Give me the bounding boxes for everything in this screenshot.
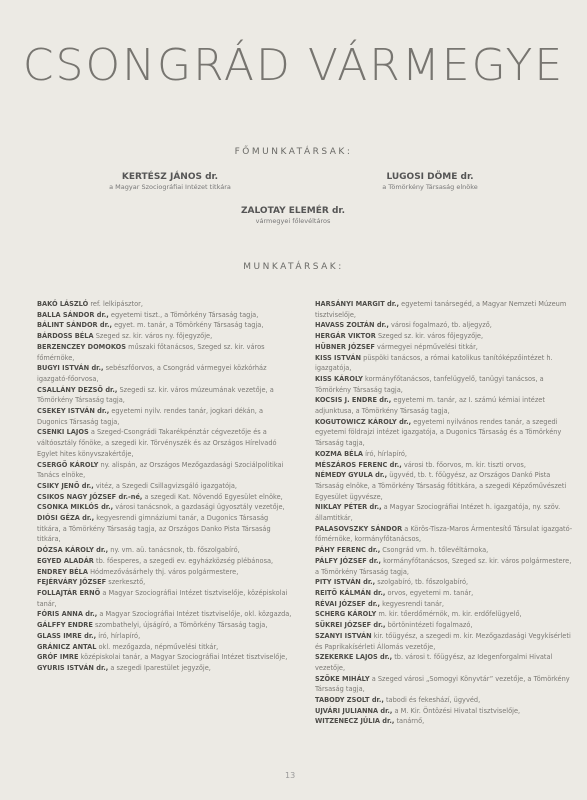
staff-name: FÓRIS ANNA dr., <box>37 610 98 619</box>
staff-name: PÁHY FERENC dr., <box>315 546 381 555</box>
staff-entry <box>315 342 573 353</box>
staff-entry <box>37 502 292 513</box>
staff-description: tanárnő, <box>394 717 425 726</box>
staff-entry <box>37 299 292 310</box>
staff-entry <box>315 320 573 331</box>
staff-name: FOLLAJTÁR ERNŐ <box>37 588 101 597</box>
staff-entry <box>315 620 573 631</box>
staff-name: GRÁNICZ ANTAL <box>37 642 97 651</box>
staff-description: Hódmezővásárhely thj. város polgármestere, <box>87 567 239 576</box>
staff-description: tb. főesperes, a szegedi ev. egyházközség plébánosa, <box>93 556 274 565</box>
staff-entry <box>315 545 573 556</box>
staff-name: BALLA SÁNDOR dr., <box>37 310 109 319</box>
staff-name: PÁLFY JÓZSEF dr., <box>315 556 382 565</box>
staff-description: ny. vm. aü. tanácsnok, tb. főszolgabíró, <box>108 546 240 555</box>
staff-description: vármegyei népművelési titkár, <box>374 342 478 351</box>
staff-column-right <box>315 299 573 727</box>
staff-name: BÁLINT SÁNDOR dr., <box>37 321 112 330</box>
staff-entry <box>315 652 573 673</box>
staff-description: a szegedi Iparestület jegyzője, <box>108 663 211 672</box>
staff-entry <box>37 620 292 631</box>
staff-description: a Szeged városi „Somogyi Könyvtár” vezetője, a Tömörkény Társaság tagja, <box>315 674 570 694</box>
staff-description: Szeged sz. kir. város ny. főjegyzője, <box>93 332 213 341</box>
staff-name: SZEKERKE LAJOS dr., <box>315 653 393 662</box>
staff-entry <box>37 588 292 609</box>
staff-description: a Magyar Szociográfiai Intézet tisztviselője, okl. közgazda, <box>97 610 292 619</box>
staff-name: RÉVAI JÓZSEF dr., <box>315 599 381 608</box>
staff-name: CSONKA MIKLÓS dr., <box>37 503 114 512</box>
staff-name: FEJÉRVÁRY JÓZSEF <box>37 578 107 587</box>
staff-name: NIKLAY PÉTER dr., <box>315 503 382 512</box>
staff-description: szombathelyi, újságíró, a Tömörkény Társaság tagja, <box>92 621 268 630</box>
staff-description: középiskolai tanár, a Magyar Szociográfiai Intézet tisztviselője, <box>78 653 288 662</box>
staff-entry <box>37 320 292 331</box>
staff-entry <box>37 577 292 588</box>
staff-entry <box>315 417 573 449</box>
staff-description: a M. Kir. Öntözési Hivatal tisztviselője, <box>392 706 521 715</box>
main-person-2 <box>330 172 530 191</box>
staff-description: egyetemi m. tanár, az I. számú kémiai intézet adjunktusa, a Tömörkény Társaság tagja, <box>315 396 545 416</box>
staff-entry <box>315 449 573 460</box>
staff-entry <box>315 695 573 706</box>
staff-entry <box>315 706 573 717</box>
staff-name: CSIKOS NAGY JÓZSEF dr.-né, <box>37 492 143 501</box>
person-role: a Magyar Szociográfiai Intézet titkára <box>109 183 231 191</box>
staff-entry <box>315 331 573 342</box>
staff-description: vitéz, a Szegedi Csillagvizsgáló igazgatója, <box>93 481 237 490</box>
staff-description: ügyvéd, tb. t. főügyész, az Országos Dankó Pista Társaság elnöke, a Tömörkény Társaság főtitkára, a szegedi Képzőművészeti Egyesület ügyvésze, <box>315 471 567 501</box>
staff-description: kir. tőügyész, a szegedi m. kir. Mezőgazdasági Vegykísérleti és Paprikakísérleti Állomás vezetője, <box>315 631 571 651</box>
staff-name: DIÓSI GÉZA dr., <box>37 514 95 523</box>
staff-entry <box>315 609 573 620</box>
person-role: a Tömörkény Társaság elnöke <box>382 183 478 191</box>
staff-entry <box>315 353 573 374</box>
staff-description: tb. városi t. főügyész, az Idegenforgalmi Hivatal vezetője, <box>315 653 553 672</box>
staff-entry <box>37 631 292 642</box>
staff-entry <box>315 588 573 599</box>
staff-name: HERGÁR VIKTOR <box>315 332 376 341</box>
staff-entry <box>315 556 573 577</box>
staff-description: ref. lelkipásztor, <box>88 300 143 308</box>
staff-name: BUGYI ISTVÁN dr., <box>37 364 104 373</box>
staff-entry <box>37 385 292 406</box>
staff-description: író, hírlapíró, <box>363 449 408 458</box>
staff-name: EGYED ALADÁR <box>37 556 94 565</box>
section-heading-main: FŐMUNKATÁRSAK: <box>234 147 353 157</box>
staff-entry <box>315 631 573 652</box>
staff-description: Szeged sz. kir. város főjegyzője, <box>375 332 484 341</box>
main-person-1 <box>70 172 270 191</box>
person-name: KERTÉSZ JÁNOS dr. <box>121 172 219 182</box>
staff-name: HARSÁNYI MARGIT dr., <box>315 300 400 308</box>
staff-description: kegyesrendi gimnáziumi tanár, a Dugonics Társaság titkára, a Tömörkény Társaság tagja, az Országos Danko Pista Társaság titkára, <box>37 514 271 544</box>
staff-description: a szegedi Kat. Növendő Egyesület elnöke, <box>142 492 283 501</box>
main-person-3 <box>193 206 393 225</box>
staff-name: DÓZSA KÁROLY dr., <box>37 546 109 555</box>
staff-description: okl. mezőgazda, népművelési titkár, <box>96 642 219 651</box>
staff-entry <box>315 395 573 416</box>
staff-name: SZANYI ISTVÁN <box>315 631 372 640</box>
staff-name: KISS KÁROLY <box>315 374 363 383</box>
staff-description: egyetemi nyilv. rendes tanár, jogkari dékán, a Dugonics Társaság tagja, <box>37 407 263 426</box>
person-role: vármegyei főlevéltáros <box>255 217 331 225</box>
staff-description: egyetemi tiszt., a Tömörkény Társaság tagja, <box>108 310 259 319</box>
person-name: LUGOSI DÖME dr. <box>386 172 474 182</box>
staff-entry <box>37 406 292 427</box>
staff-name: KISS ISTVÁN <box>315 353 362 362</box>
staff-name: HAVASS ZOLTÁN dr., <box>315 321 389 330</box>
staff-description: szerkesztő, <box>106 578 146 587</box>
staff-name: KOZMA BÉLA <box>315 449 363 458</box>
staff-name: CSALLÁNY DEZSŐ dr., <box>37 385 118 394</box>
staff-description: tabodi és fekeshází, ügyvéd, <box>383 696 481 705</box>
staff-description: kegyesrendi tanár, <box>380 599 444 608</box>
staff-entry <box>315 299 573 320</box>
staff-description: szolgabíró, tb. főszolgabíró, <box>375 578 469 587</box>
staff-entry <box>37 342 292 363</box>
staff-entry <box>37 460 292 481</box>
staff-description: városi tanácsnok, a gazdasági ügyosztály vezetője, <box>113 503 285 512</box>
staff-entry <box>315 674 573 695</box>
staff-entry <box>37 609 292 620</box>
staff-description: a Szeged-Csongrádi Takarékpénztár cégvezetője és a váltóosztály főnöke, a szegedi kir. Törvényszék és az Országos Hírelvadó Egylet hites könyvszakértője, <box>37 428 277 458</box>
staff-name: CSIKY JENŐ dr., <box>37 481 94 490</box>
staff-entry <box>37 492 292 503</box>
staff-name: HÜBNER JÓZSEF <box>315 342 375 351</box>
staff-description: Csongrád vm. h. tőlevéltárnoka, <box>380 546 489 555</box>
staff-description: a Magyar Szociográfiai Intézet tisztviselője, középiskolai tanár, <box>37 588 288 608</box>
staff-entry <box>315 716 573 727</box>
staff-description: Szegedi sz. kir. város múzeumának vezetője, a Tömörkény Társaság tagja, <box>37 385 274 405</box>
staff-name: MÉSZÁROS FERENC dr., <box>315 460 402 469</box>
staff-entry <box>37 567 292 578</box>
section-heading-staff: MUNKATÁRSAK: <box>243 262 344 272</box>
staff-entry <box>37 331 292 342</box>
staff-name: SÜKREI JÓZSEF dr., <box>315 621 386 630</box>
staff-name: CSEKEY ISTVÁN dr., <box>37 407 110 416</box>
staff-description: kormányfőtanácsos, tanfelügyelő, tanügyi tanácsos, a Tömörkény Társaság tagja, <box>315 374 544 394</box>
staff-description: ny. alispán, az Országos Mezőgazdasági Szociálpolitikai Tanács elnöke, <box>37 460 284 480</box>
staff-entry <box>37 556 292 567</box>
staff-name: BÁRDOSS BÉLA <box>37 332 94 341</box>
staff-description: egyet. m. tanár, a Tömörkény Társaság tagja, <box>111 321 264 330</box>
staff-description: sebészfőorvos, a Csongrád vármegyei közkórház igazgató-főorvosa, <box>37 364 267 383</box>
staff-name: GYURIS ISTVÁN dr., <box>37 663 109 672</box>
staff-name: KOCSIS J. ENDRE dr., <box>315 396 392 405</box>
staff-entry <box>315 470 573 502</box>
staff-name: PALASOVSZKY SÁNDOR <box>315 524 403 533</box>
staff-column-left <box>37 299 292 674</box>
staff-name: GRÓF IMRE <box>37 653 79 662</box>
staff-description: börtönintézeti fogalmazó, <box>385 621 473 630</box>
staff-name: UJVÁRI JULIANNA dr., <box>315 706 393 715</box>
staff-entry <box>315 460 573 471</box>
staff-name: WITZENECZ JÚLIA dr., <box>315 717 395 726</box>
staff-entry <box>37 663 292 674</box>
staff-entry <box>37 513 292 545</box>
staff-name: GÁLFFY ENDRE <box>37 621 93 630</box>
staff-name: SZŐKE MIHÁLY <box>315 674 370 683</box>
staff-entry <box>315 599 573 610</box>
staff-name: KOGUTOWICZ KÁROLY dr., <box>315 417 412 426</box>
staff-description: egyetemi nyilvános rendes tanár, a szegedi egyetemi földrajzi intézet igazgatója, a Dugonics Társaság és a Tömörkény Társaság tagja, <box>315 417 562 448</box>
staff-description: a Körös-Tisza-Maros Ármentesítő Társulat igazgató-főmérnöke, kormányfőtanácsos, <box>315 524 573 544</box>
staff-entry <box>315 577 573 588</box>
staff-entry <box>37 642 292 653</box>
staff-entry <box>315 524 573 545</box>
staff-name: PITY ISTVÁN dr., <box>315 578 376 587</box>
staff-description: egyetemi tanársegéd, a Magyar Nemzeti Múzeum tisztviselője, <box>315 300 567 319</box>
staff-entry <box>37 652 292 663</box>
staff-description: püspöki tanácsos, a római katolikus tanítóképzőintézet h. igazgatója, <box>315 353 553 373</box>
staff-description: műszaki főtanácsos, Szeged sz. kir. város főmérnöke, <box>37 342 265 362</box>
staff-name: REITŐ KÁLMÁN dr., <box>315 588 386 597</box>
staff-description: orvos, egyetemi m. tanár, <box>385 588 474 597</box>
page-title: CSONGRÁD VÁRMEGYE <box>22 40 565 91</box>
staff-entry <box>37 310 292 321</box>
staff-entry <box>315 374 573 395</box>
staff-entry <box>37 481 292 492</box>
staff-name: TABODY ZSOLT dr., <box>315 696 384 705</box>
staff-name: CSENKI LAJOS <box>37 428 89 437</box>
staff-description: m. kir. tőerdőmérnök, m. kir. erdőfelügyelő, <box>376 610 522 619</box>
page-number: 13 <box>285 771 296 780</box>
staff-name: NÉMEDY GYULA dr., <box>315 471 388 480</box>
staff-name: BERZENCZEY DOMOKOS <box>37 342 127 351</box>
staff-description: kormányfőtanácsos, Szeged sz. kir. város polgármestere, a Tömörkény Társaság tagja, <box>315 556 572 576</box>
staff-description: a Magyar Szociográfiai Intézet h. igazgatója, ny. szöv. államtitkár, <box>315 503 561 523</box>
staff-entry <box>315 502 573 523</box>
staff-name: ENDREY BÉLA <box>37 567 88 576</box>
staff-name: GLASS IMRE dr., <box>37 631 97 640</box>
staff-entry <box>37 363 292 384</box>
staff-entry <box>37 427 292 459</box>
staff-description: városi fogalmazó, tb. aljegyző, <box>388 321 492 330</box>
staff-name: CSERGŐ KÁROLY <box>37 460 99 469</box>
staff-name: BAKÓ LÁSZLÓ <box>37 300 89 308</box>
staff-description: író, hírlapíró, <box>96 631 141 640</box>
staff-entry <box>37 545 292 556</box>
staff-name: SCHERG KÁROLY <box>315 610 377 619</box>
person-name: ZALOTAY ELEMÉR dr. <box>241 206 345 216</box>
staff-description: városi tb. főorvos, m. kir. tiszti orvos, <box>401 460 526 469</box>
